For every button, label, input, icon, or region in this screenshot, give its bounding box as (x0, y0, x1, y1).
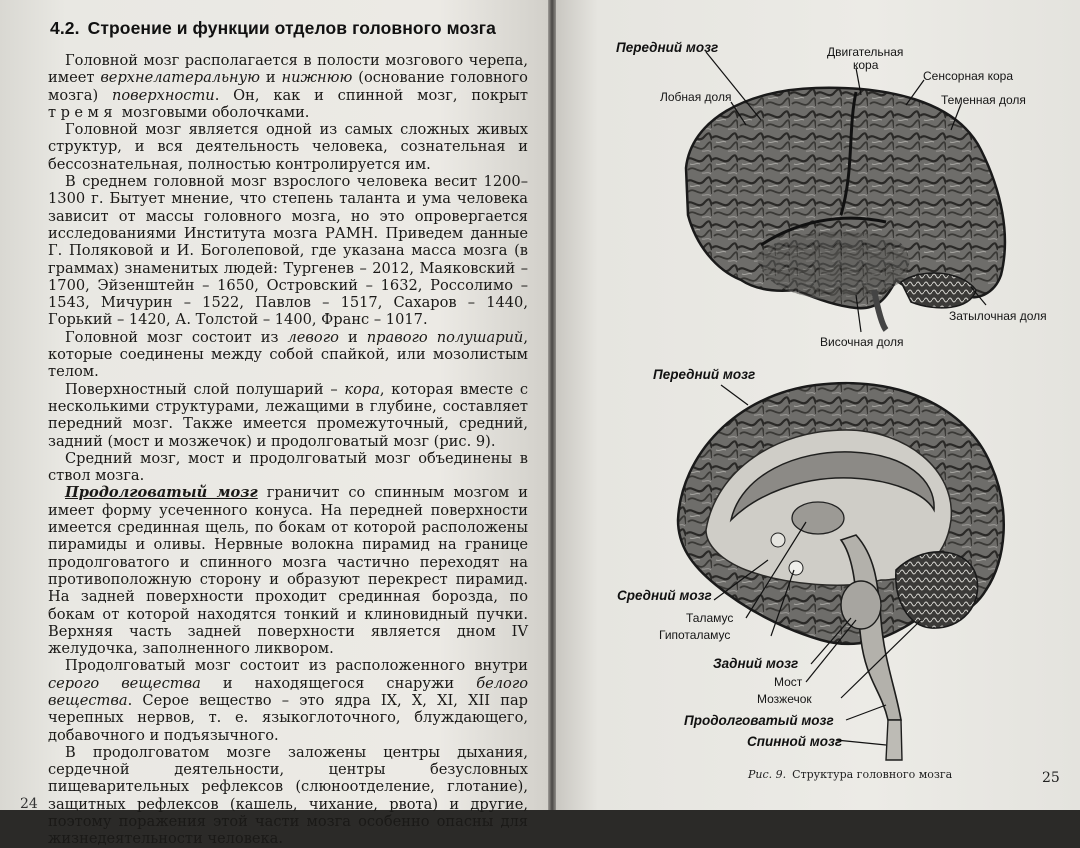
text-run: и (259, 69, 282, 87)
section-heading (50, 18, 520, 39)
label-hindbrain: Задний мозг (713, 656, 799, 671)
label-motor-cortex-2: кора (853, 58, 879, 72)
section-number: 4.2. (50, 18, 80, 38)
text-run: . Серое вещество – это ядра IX, X, XI, XII пар черепных нервов, т. е. языкоглоточного, блуждающего, добавочного и подъязычного. (48, 691, 528, 744)
paragraph-3: В среднем головной мозг взрослого человека весит 1200–1300 г. Бытует мнение, что степень таланта и ума человека зависит от массы головного мозга, но это опровергается исследованиями Института мозга РАМН. Приведем данные Г. Поляковой и И. Боголеповой, где указана масса мозга (в граммах) знаменитых людей: Тургенев – 2012, Маяковский – 1700, Эйзенштейн – 1650, Островский – 1632, Россолимо – 1543, Мичурин – 1522, Павлов – 1517, Сахаров – 1440, Горький – 1420, А. Толстой – 1400, Франс – 1017. (48, 173, 528, 329)
label-thalamus: Таламус (686, 611, 734, 625)
text-run: Головной мозг состоит из (65, 328, 288, 346)
lateral-brain-illustration (686, 88, 1005, 330)
label-sensory-cortex: Сенсорная кора (923, 69, 1013, 83)
text-run: . Он, как и спинной мозг, покрыт (214, 86, 528, 104)
label-midbrain: Средний мозг (617, 588, 712, 603)
text-run: граничит со спинным мозгом и имеет форму усеченного конуса. На передней поверхности имеется срединная щель, по бокам от которой расположены пирамиды и оливы. Нервные волокна пирамид на границе продолговатого и спинного мозга частично переходят на противоположную сторону и образуют перекрест пирамид. На задней поверхности проходит срединная борозда, по бокам от которой находятся тонкий и клиновидный пучки. Верхняя часть задней поверхности является дном IV желудочка, заполненного ликвором. (48, 484, 529, 658)
figure-caption (747, 768, 953, 781)
italic-term: левого (287, 328, 339, 346)
paragraph-5 (48, 381, 528, 450)
paragraph-9: В продолговатом мозге заложены центры дыхания, сердечной деятельности, центры безусловных пищеварительных рефлексов (слюноотделение, глотание), защитных рефлексов (кашель, чихание, рвота) и другие, поэтому поражения этой части мозга особенно опасны для жизнедеятельности человека. (48, 743, 528, 848)
text-run: Головной мозг располагается в полости мозгового черепа, имеет (48, 52, 528, 87)
paragraph-4 (48, 329, 528, 381)
text-run: (основание головного мозга) (48, 69, 528, 104)
italic-term: нижнюю (281, 69, 353, 87)
body-text (48, 52, 528, 848)
caption-text: Структура головного мозга (792, 768, 953, 781)
sagittal-brain-illustration (678, 383, 1004, 760)
text-run: Продолговатый мозг состоит из расположенного внутри (65, 657, 528, 675)
page-number-right: 25 (1042, 770, 1060, 786)
label-hypothalamus: Гипоталамус (659, 628, 731, 642)
spaced-word: тремя (48, 103, 118, 121)
section-title: Строение и функции отделов головного мозга (87, 18, 496, 38)
text-run: и находящегося снаружи (200, 674, 477, 692)
text-run: , которая вместе с несколькими структурами, лежащими в глубине, составляет передний мозг. Также имеется промежуточный, средний, задний (мост и мозжечок) и продолговатый мозг (рис. 9). (48, 380, 528, 450)
label-forebrain-top: Передний мозг (616, 40, 719, 55)
label-forebrain-bottom: Передний мозг (653, 367, 756, 382)
label-cerebellum: Мозжечок (757, 692, 812, 706)
paragraph-8 (48, 657, 528, 743)
bold-italic-term: Продолговатый мозг (65, 484, 258, 502)
italic-term: кора (344, 380, 380, 398)
paragraph-6: Средний мозг, мост и продолговатый мозг объединены в ствол мозга. (48, 449, 528, 485)
italic-term: серого вещества (48, 674, 201, 692)
text-run: Поверхностный слой полушарий – (65, 380, 345, 398)
brain-figure (556, 0, 1080, 810)
italic-term: правого полушарий (366, 328, 524, 346)
page-number-left: 24 (20, 796, 38, 812)
label-medulla: Продолговатый мозг (684, 713, 834, 728)
text-run: , которые соединены между собой спайкой, или мозолистым телом. (48, 328, 528, 381)
label-motor-cortex-1: Двигательная (827, 45, 904, 59)
label-frontal-lobe: Лобная доля (660, 90, 732, 104)
paragraph-7 (48, 484, 528, 657)
label-spinal-cord: Спинной мозг (747, 734, 843, 749)
book-gutter (548, 0, 556, 810)
text-run: мозговыми оболочками. (117, 103, 310, 121)
label-parietal-lobe: Теменная доля (941, 93, 1026, 107)
label-temporal-lobe: Височная доля (820, 335, 904, 349)
label-pons: Мост (774, 675, 803, 689)
label-occipital-lobe: Затылочная доля (949, 309, 1047, 323)
paragraph-2: Головной мозг является одной из самых сложных живых структур, и вся деятельность человека, сознательная и бессознательная, полностью контролируется им. (48, 121, 528, 173)
caption-label: Рис. 9. (748, 768, 787, 781)
right-page (556, 0, 1080, 810)
text-run: и (338, 328, 367, 346)
italic-term: поверхности (111, 86, 215, 104)
italic-term: белого вещества (48, 674, 528, 709)
paragraph-1 (48, 52, 528, 121)
italic-term: верхнелатеральную (100, 69, 260, 87)
